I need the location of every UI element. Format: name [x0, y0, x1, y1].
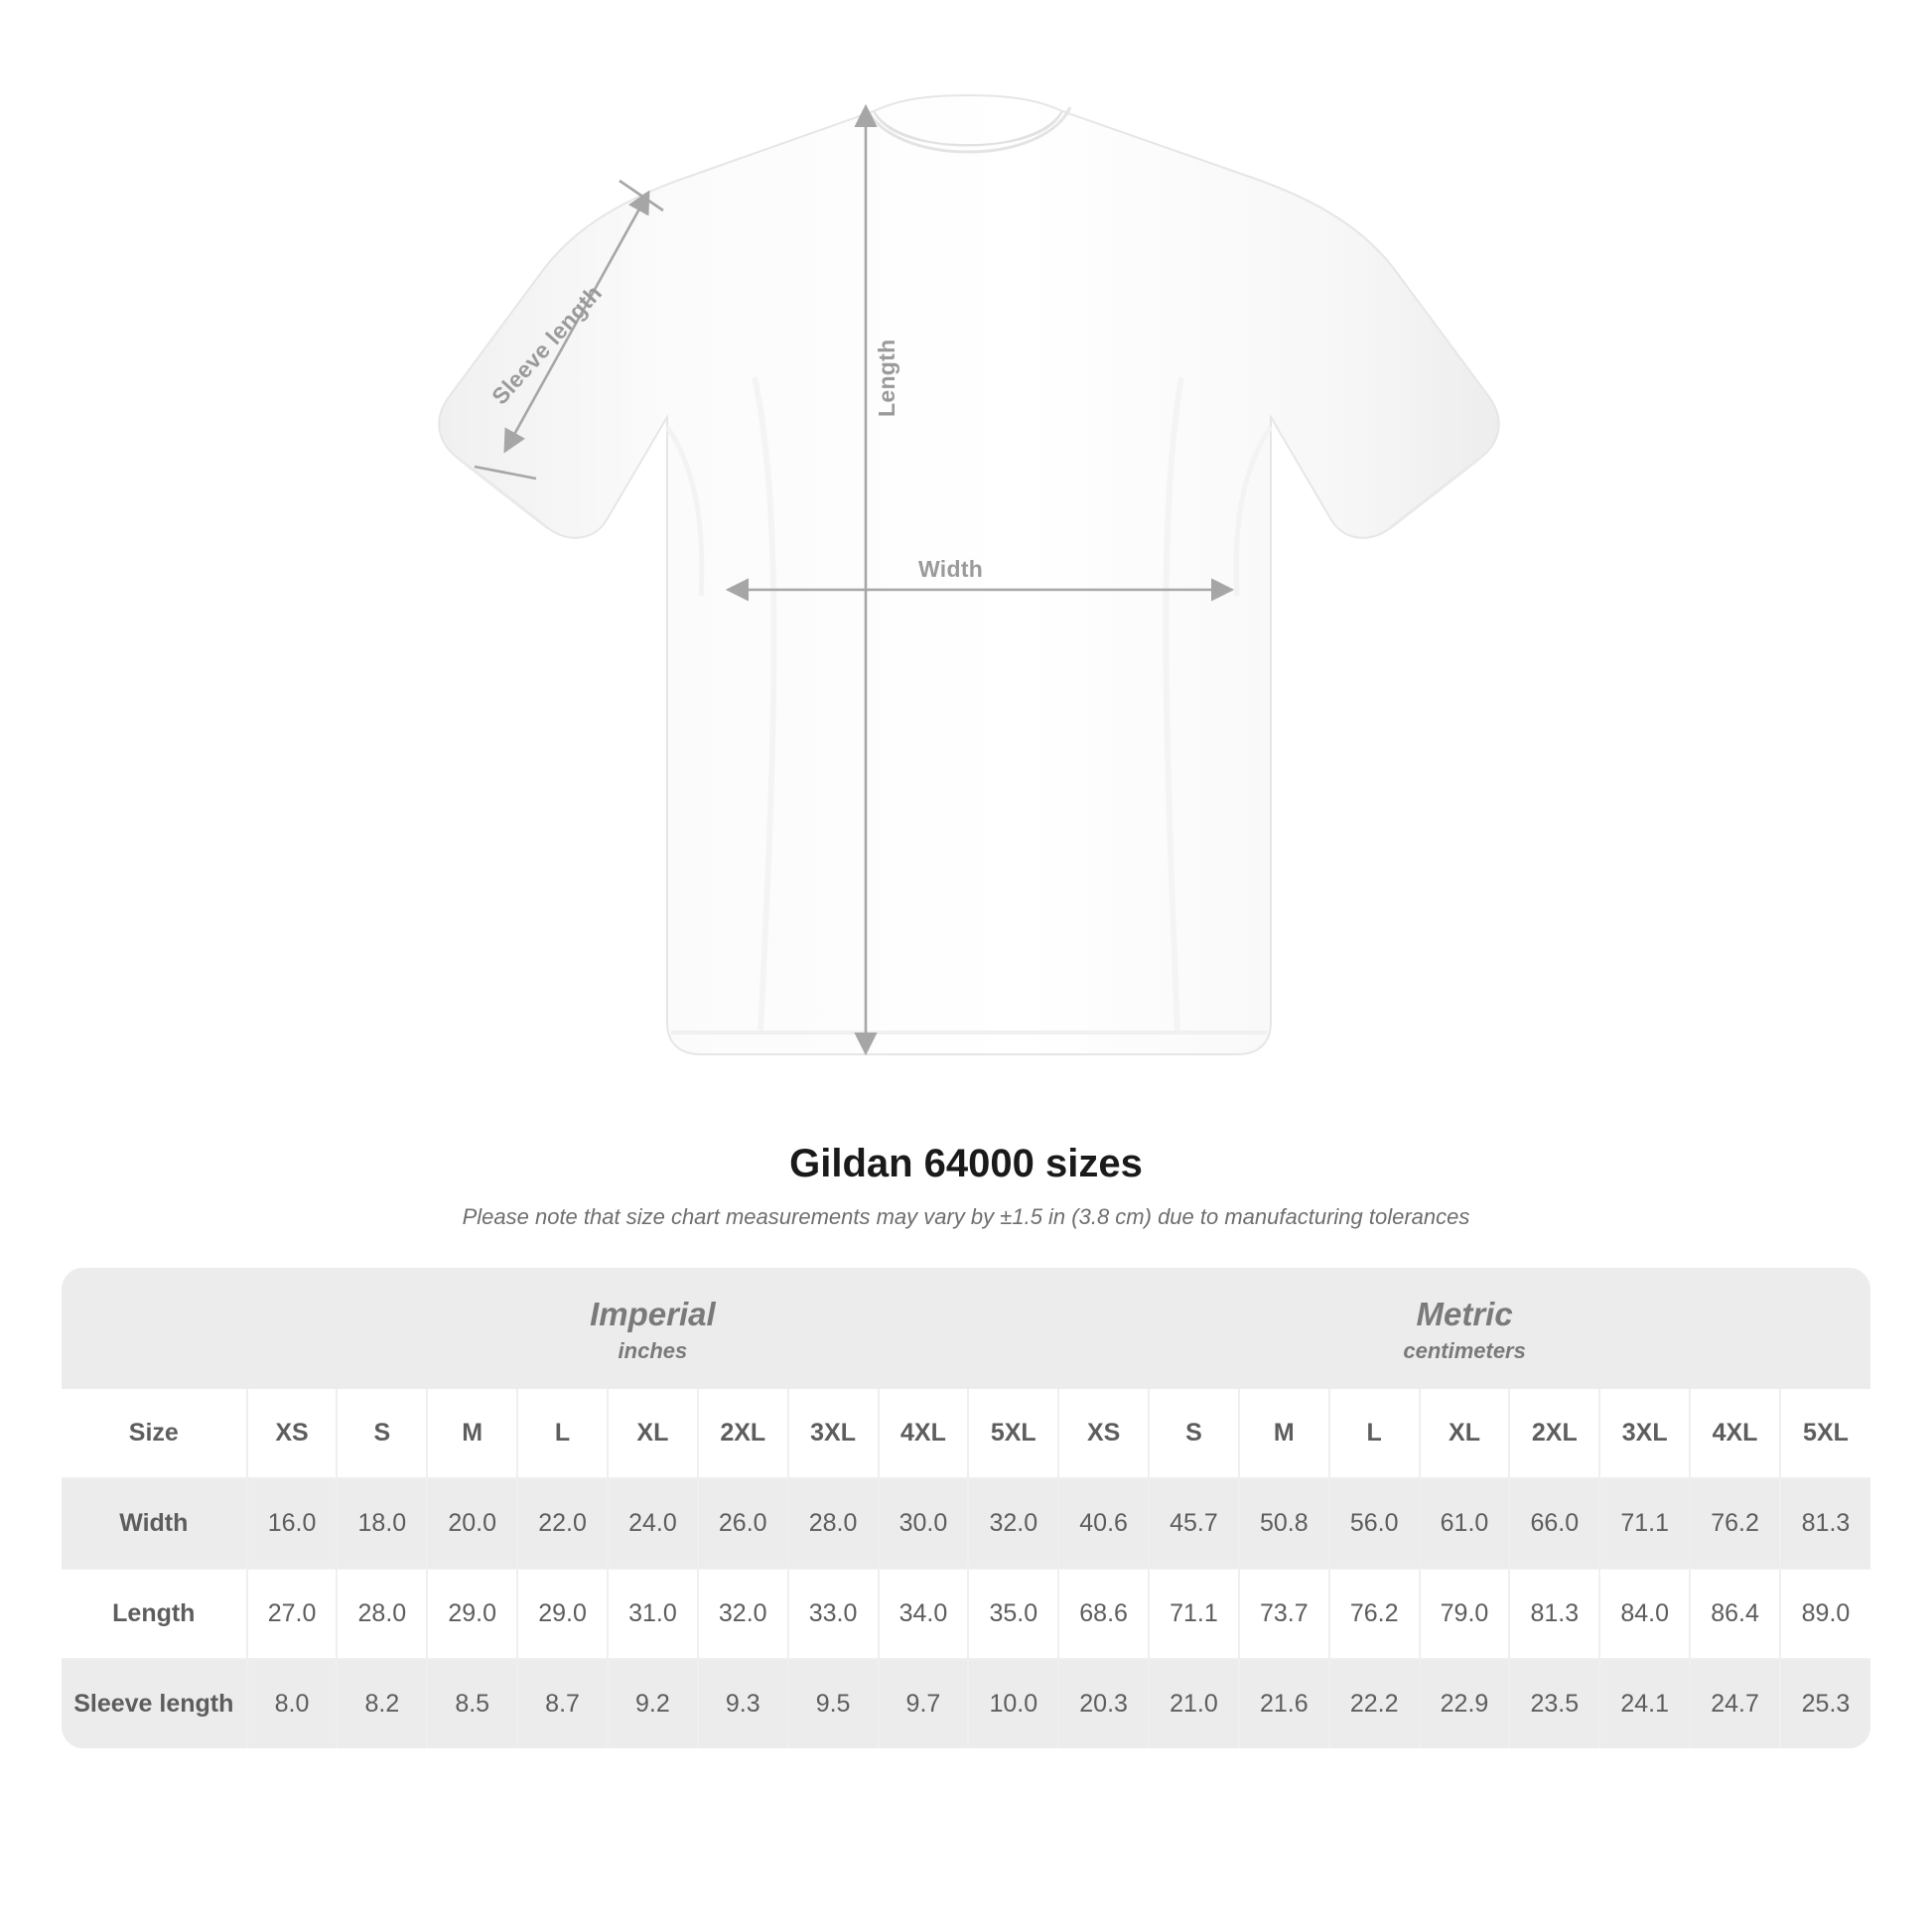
cell-sleeve-imperial-xl: 9.2 [608, 1659, 698, 1748]
cell-length-imperial-s: 28.0 [337, 1569, 427, 1659]
cell-sleeve-metric-4xl: 24.7 [1690, 1659, 1780, 1748]
size-header-imperial-2xl: 2XL [698, 1389, 788, 1478]
size-column-header: Size [62, 1389, 247, 1478]
cell-sleeve-imperial-4xl: 9.7 [879, 1659, 969, 1748]
cell-width-metric-5xl: 81.3 [1780, 1478, 1870, 1569]
cell-width-imperial-s: 18.0 [337, 1478, 427, 1569]
size-header-imperial-5xl: 5XL [968, 1389, 1058, 1478]
length-label: Length [874, 339, 899, 417]
cell-length-metric-m: 73.7 [1239, 1569, 1329, 1659]
cell-sleeve-metric-m: 21.6 [1239, 1659, 1329, 1748]
size-header-metric-5xl: 5XL [1780, 1389, 1870, 1478]
tolerance-note: Please note that size chart measurements may vary by ±1.5 in (3.8 cm) due to manufacturing tolerances [462, 1204, 1470, 1229]
size-header-metric-m: M [1239, 1389, 1329, 1478]
cell-sleeve-imperial-xs: 8.0 [247, 1659, 338, 1748]
size-header-metric-xl: XL [1420, 1389, 1510, 1478]
unit-system-imperial [247, 1268, 1059, 1389]
size-header-row [62, 1389, 1870, 1478]
cell-length-metric-5xl: 89.0 [1780, 1569, 1870, 1659]
table-row [62, 1569, 1870, 1659]
cell-sleeve-imperial-m: 8.5 [427, 1659, 517, 1748]
cell-width-imperial-xl: 24.0 [608, 1478, 698, 1569]
cell-width-imperial-2xl: 26.0 [698, 1478, 788, 1569]
size-header-metric-l: L [1329, 1389, 1420, 1478]
table-row [62, 1478, 1870, 1569]
unit-system-metric [1058, 1268, 1870, 1389]
size-header-metric-xs: XS [1058, 1389, 1149, 1478]
metric-unit: centimeters [1403, 1338, 1526, 1364]
title-block [0, 1142, 1932, 1230]
cell-length-metric-2xl: 81.3 [1509, 1569, 1599, 1659]
metric-name: Metric [1416, 1296, 1513, 1332]
cell-length-metric-xl: 79.0 [1420, 1569, 1510, 1659]
cell-sleeve-metric-s: 21.0 [1149, 1659, 1239, 1748]
cell-width-imperial-3xl: 28.0 [788, 1478, 879, 1569]
row-label-length: Length [62, 1569, 247, 1659]
cell-sleeve-imperial-2xl: 9.3 [698, 1659, 788, 1748]
size-chart-table-wrapper [62, 1268, 1870, 1748]
width-label: Width [918, 556, 984, 582]
size-header-metric-2xl: 2XL [1509, 1389, 1599, 1478]
cell-length-imperial-2xl: 32.0 [698, 1569, 788, 1659]
cell-length-imperial-l: 29.0 [517, 1569, 608, 1659]
cell-sleeve-metric-2xl: 23.5 [1509, 1659, 1599, 1748]
cell-length-imperial-4xl: 34.0 [879, 1569, 969, 1659]
imperial-unit: inches [618, 1338, 688, 1364]
cell-width-metric-xl: 61.0 [1420, 1478, 1510, 1569]
size-header-imperial-xl: XL [608, 1389, 698, 1478]
imperial-name: Imperial [590, 1296, 716, 1332]
size-header-imperial-l: L [517, 1389, 608, 1478]
cell-sleeve-imperial-5xl: 10.0 [968, 1659, 1058, 1748]
cell-width-imperial-m: 20.0 [427, 1478, 517, 1569]
cell-length-imperial-m: 29.0 [427, 1569, 517, 1659]
size-chart-table [62, 1268, 1870, 1748]
cell-length-imperial-xl: 31.0 [608, 1569, 698, 1659]
size-header-metric-s: S [1149, 1389, 1239, 1478]
size-header-imperial-m: M [427, 1389, 517, 1478]
size-header-imperial-4xl: 4XL [879, 1389, 969, 1478]
cell-width-metric-4xl: 76.2 [1690, 1478, 1780, 1569]
cell-sleeve-imperial-s: 8.2 [337, 1659, 427, 1748]
cell-sleeve-metric-xl: 22.9 [1420, 1659, 1510, 1748]
cell-length-metric-4xl: 86.4 [1690, 1569, 1780, 1659]
cell-sleeve-imperial-l: 8.7 [517, 1659, 608, 1748]
cell-width-metric-l: 56.0 [1329, 1478, 1420, 1569]
cell-length-metric-s: 71.1 [1149, 1569, 1239, 1659]
cell-length-metric-l: 76.2 [1329, 1569, 1420, 1659]
size-header-imperial-xs: XS [247, 1389, 338, 1478]
cell-sleeve-metric-xs: 20.3 [1058, 1659, 1149, 1748]
sleeve-length-label: Sleeve length [486, 279, 608, 410]
cell-width-imperial-5xl: 32.0 [968, 1478, 1058, 1569]
cell-width-metric-m: 50.8 [1239, 1478, 1329, 1569]
page-title: Gildan 64000 sizes [789, 1142, 1143, 1185]
cell-sleeve-imperial-3xl: 9.5 [788, 1659, 879, 1748]
cell-width-imperial-xs: 16.0 [247, 1478, 338, 1569]
cell-length-imperial-3xl: 33.0 [788, 1569, 879, 1659]
cell-width-metric-s: 45.7 [1149, 1478, 1239, 1569]
row-label-sleeve-length: Sleeve length [62, 1659, 247, 1748]
unit-system-header-row [62, 1268, 1870, 1389]
unit-system-spacer [62, 1268, 247, 1389]
size-header-metric-3xl: 3XL [1599, 1389, 1690, 1478]
row-label-width: Width [62, 1478, 247, 1569]
cell-sleeve-metric-3xl: 24.1 [1599, 1659, 1690, 1748]
size-header-imperial-3xl: 3XL [788, 1389, 879, 1478]
size-header-metric-4xl: 4XL [1690, 1389, 1780, 1478]
cell-width-imperial-4xl: 30.0 [879, 1478, 969, 1569]
cell-width-metric-3xl: 71.1 [1599, 1478, 1690, 1569]
cell-length-metric-xs: 68.6 [1058, 1569, 1149, 1659]
cell-length-imperial-xs: 27.0 [247, 1569, 338, 1659]
cell-length-metric-3xl: 84.0 [1599, 1569, 1690, 1659]
table-row [62, 1659, 1870, 1748]
cell-width-metric-2xl: 66.0 [1509, 1478, 1599, 1569]
cell-sleeve-metric-5xl: 25.3 [1780, 1659, 1870, 1748]
size-header-imperial-s: S [337, 1389, 427, 1478]
cell-width-metric-xs: 40.6 [1058, 1478, 1149, 1569]
cell-length-imperial-5xl: 35.0 [968, 1569, 1058, 1659]
cell-sleeve-metric-l: 22.2 [1329, 1659, 1420, 1748]
cell-width-imperial-l: 22.0 [517, 1478, 608, 1569]
